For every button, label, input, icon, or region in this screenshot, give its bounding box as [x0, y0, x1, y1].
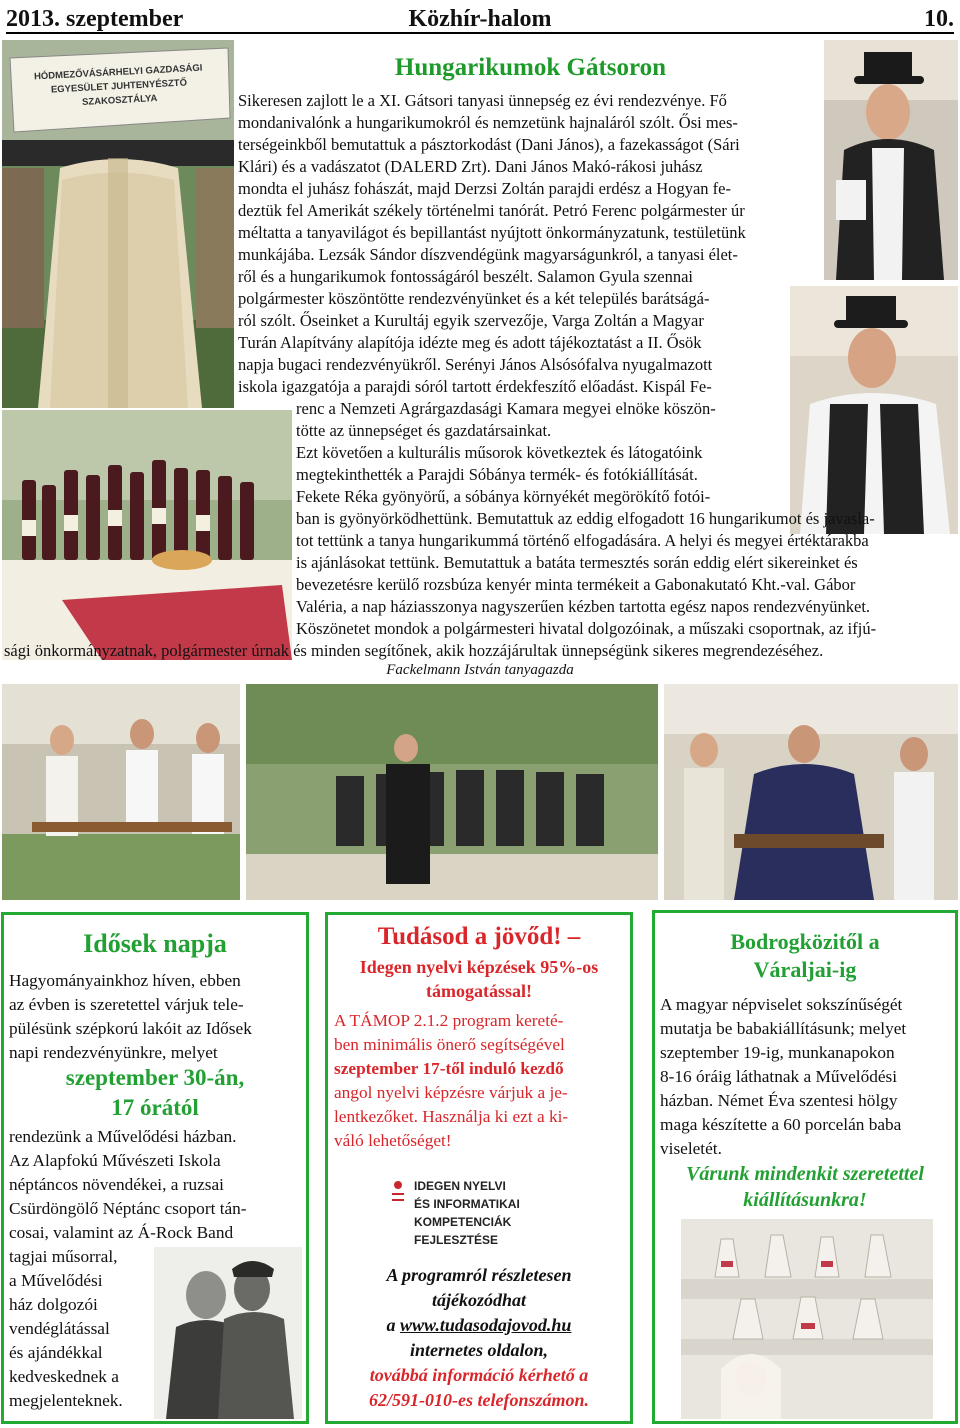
article-line: ról szólt. Őseinket a Kurultáj egyik szervezője, Varga Zoltán a Magyar — [238, 311, 704, 330]
tudasod-box — [325, 912, 633, 1424]
bodrogkoz-invite-2: kiállításunkra! — [743, 1189, 867, 1211]
article-line: napja bugaci rendezvényükről. Serényi János Alsósófalva nyugalmazott — [238, 355, 713, 374]
wine-display-photo — [2, 410, 292, 660]
box-line: A magyar népviselet sokszínűségét — [660, 995, 903, 1014]
article-line: mondta el juhász fohászát, majd Derzsi Zoltán parajdi erdész a Hogyan fe- — [238, 179, 731, 198]
box-line: A TÁMOP 2.1.2 program kereté- — [334, 1011, 564, 1030]
tudasod-footer-5: továbbá információ kérhető a — [369, 1365, 589, 1385]
box-line: az évben is szeretettel várjuk tele- — [9, 995, 244, 1014]
article-line: polgármester köszöntötte rendezvényünket és a két település barátságá- — [238, 289, 710, 308]
article-line: ről és a hungarikumok fontosságáról beszélt. Salamon Gyula szennai — [238, 267, 694, 286]
box-line: kedveskednek a — [9, 1367, 119, 1386]
box-line: vendéglátással — [9, 1319, 110, 1338]
old-couple-drawing — [154, 1247, 302, 1419]
box-line: és ajándékkal — [9, 1343, 103, 1362]
box-line: szeptember 19-ig, munkanapokon — [660, 1043, 895, 1062]
article-line: Sikeresen zajlott le a XI. Gátsori tanyasi ünnepség ez évi rendezvénye. Fő — [238, 91, 727, 110]
article-line: Valéria, a nap háziasszonya nagyszerűen kézben tartotta egész napos rendezvényünket. — [296, 597, 871, 616]
tudasod-footer-1: A programról részletesen — [386, 1265, 572, 1285]
tudasod-title: Tudásod a jövőd! – — [377, 923, 581, 950]
logo-line-1: IDEGEN NYELVI — [414, 1179, 506, 1193]
article-title: Hungarikumok Gátsoron — [394, 54, 667, 81]
box-line: ben minimális önerő segítségével — [334, 1035, 565, 1054]
zither-performer-photo — [664, 684, 958, 900]
article-line: bevezetésre kerülő rozsbúza kenyér minta termékeit a Gabonakutató Kht.-val. Gábor — [296, 575, 856, 594]
tudasod-footer-2: tájékozódhat — [431, 1290, 526, 1310]
box-line: pülésünk szépkorú lakóit az Idősek — [9, 1019, 252, 1038]
box-line: lentkezőket. Használja ki ezt a ki- — [334, 1107, 569, 1126]
idosek-napja-title: Idősek napja — [83, 929, 227, 958]
tudasod-footer-3-prefix: a — [386, 1315, 396, 1335]
box-line: váló lehetőséget! — [334, 1131, 452, 1150]
article-line: Köszönetet mondok a polgármesteri hivatal dolgozóinak, a műszaki csoportnak, az ifjú- — [296, 619, 877, 638]
box-line: cosai, valamint az Á-Rock Band — [9, 1223, 234, 1242]
box-line: Csürdöngölő Néptánc csoport tán- — [9, 1199, 247, 1218]
box-line: a Művelődési — [9, 1271, 103, 1290]
article-line: Fekete Réka gyönyörű, a sóbánya környékét megörökítő fotói- — [296, 487, 711, 506]
tudasod-footer-4: internetes oldalon, — [409, 1340, 548, 1360]
singer-in-hat-photo — [824, 40, 958, 280]
bodrogkoz-title-2: Váraljai-ig — [753, 957, 857, 982]
tudasod-website-link[interactable]: www.tudasodajovod.hu — [400, 1315, 572, 1335]
article-line: Turán Alapítvány alapítója idézte meg és adott tájékoztatást a II. Ősök — [238, 333, 702, 352]
logo-line-2: ÉS INFORMATIKAI — [414, 1197, 520, 1211]
box-line: tagjai műsorral, — [9, 1247, 118, 1266]
idosek-napja-time: 17 órától — [111, 1095, 199, 1120]
bodrogkoz-invite-1: Várunk mindenkit szeretettel — [686, 1163, 924, 1185]
tudasod-subtitle-2: támogatással! — [426, 981, 532, 1001]
article-line: terségeinkből bemutattuk a pásztorkodást (Dani János), a fazekasságot (Sári — [238, 135, 740, 154]
article-line: Ezt követően a kulturális műsorok következtek és látogatóink — [296, 443, 703, 462]
box-line: házban. Német Éva szentesi hölgy — [660, 1091, 898, 1110]
box-line: rendezünk a Művelődési házban. — [9, 1127, 237, 1146]
man-in-vest-photo — [790, 286, 958, 534]
article-line: Klári) és a vadászatot (DALERD Zrt). Dani János Makó-rákosi juhász — [238, 157, 703, 176]
article-line: iskola igazgatója a parajdi sóról tartott érdekfeszítő előadást. Kispál Fe- — [238, 377, 712, 396]
banner-line-2: EGYESÜLET JUHTENYÉSZTŐ SZAKOSZTÁLYA — [50, 77, 188, 108]
page-header — [6, 6, 954, 34]
box-line: Hagyományainkhoz híven, ebben — [9, 971, 241, 990]
choir-photo — [246, 684, 658, 900]
newspaper-title: Közhír-halom — [408, 6, 552, 32]
logo-line-4: FEJLESZTÉSE — [414, 1233, 499, 1247]
box-line: ház dolgozói — [9, 1295, 98, 1314]
article-line: megtekinthették a Parajdi Sóbánya termék- és fotókiállítását. — [296, 465, 698, 484]
idosek-napja-date: szeptember 30-án, — [65, 1065, 245, 1090]
article-line: ban is gyönyörködhettünk. Bemutattuk az eddig elfogadott 16 hungarikumot és javasla- — [296, 509, 875, 528]
box-line: maga készítette a 60 porcelán baba — [660, 1115, 902, 1134]
article-line: is ajánlásokat tettünk. Bemutattuk a batáta termesztés során eddig elért sikereinket és — [296, 553, 858, 572]
article-line: mondanivalónk a hungarikumokról és nemzetünk hajnaláról szólt. Ősi mes- — [238, 113, 738, 132]
issue-date: 2013. szeptember — [6, 6, 184, 32]
porcelain-dolls-photo — [681, 1219, 933, 1419]
article-line: méltatta a tanyavilágot és bepillantást nyújtott önkormányzatunk, testületünk — [238, 223, 746, 242]
box-line: napi rendezvényünkre, melyet — [9, 1043, 218, 1062]
box-line: angol nyelvi képzésre várjuk a je- — [334, 1083, 568, 1102]
article-signature: Fackelmann István tanyagazda — [386, 662, 574, 678]
box-line: szeptember 17-től induló kezdő — [334, 1059, 564, 1078]
tudasod-footer-6: 62/591-010-es telefonszámon. — [369, 1390, 589, 1410]
zither-players-photo — [2, 684, 240, 900]
tudasod-subtitle-1: Idegen nyelvi képzések 95%-os — [359, 957, 599, 977]
idosek-napja-box — [1, 912, 309, 1424]
page-number: 10. — [924, 6, 954, 32]
bodrogkoz-box — [652, 910, 958, 1424]
article-line: sági önkormányzatnak, polgármester úrnak és minden segítőnek, akik hozzájárultak ünnepségünk sikeres megrendezéséhez. — [4, 641, 824, 660]
box-line: 8-16 óráig láthatnak a Művelődési — [660, 1067, 898, 1086]
article-line: munkájába. Lezsák Sándor díszvendégünk magyarságunkról, a tanyasi élet- — [238, 245, 738, 264]
bodrogkoz-title-1: Bodrogközitől a — [730, 929, 880, 954]
box-line: megjelenteknek. — [9, 1391, 123, 1410]
box-line: viseletét. — [660, 1139, 722, 1158]
banner-line-1: HÓDMEZŐVÁSÁRHELYI GAZDASÁGI — [33, 62, 203, 83]
kompetencia-logo — [386, 1177, 582, 1259]
article-line: renc a Nemzeti Agrárgazdasági Kamara megyei elnöke köszön- — [296, 399, 716, 418]
logo-line-3: KOMPETENCIÁK — [414, 1215, 512, 1229]
article-line: tot tettünk a tanya hungarikummá történő elfogadására. A helyi és megyei értéktárakba — [296, 531, 869, 550]
box-line: néptáncos növendékei, a ruzsai — [9, 1175, 224, 1194]
box-line: Az Alapfokú Művészeti Iskola — [9, 1151, 221, 1170]
article-line: tötte az ünnepséget és gazdatársainkat. — [296, 421, 552, 440]
tudasod-footer-3 — [328, 1315, 630, 1336]
sheepskin-cloak-photo — [2, 40, 234, 408]
article-line: deztük fel Amerikát székely történelmi tanórát. Petró Ferenc polgármester úr — [238, 201, 745, 220]
box-line: mutatja be babakiállításunk; melyet — [660, 1019, 907, 1038]
